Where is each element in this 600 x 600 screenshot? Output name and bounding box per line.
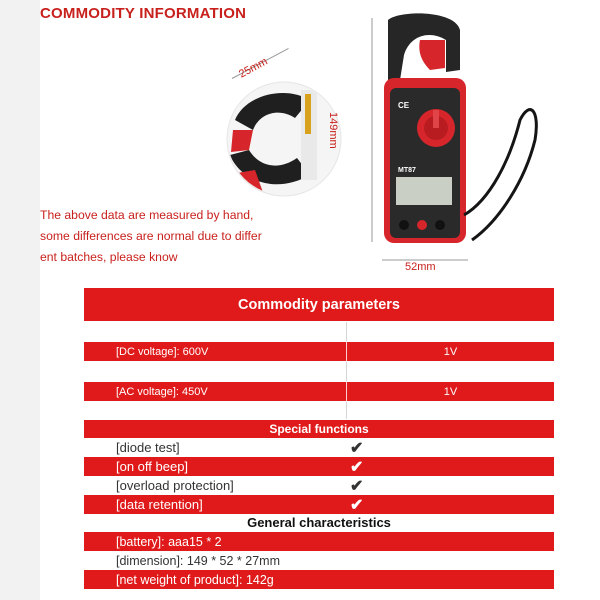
left-margin-strip (0, 0, 40, 600)
param-label: [DC voltage]: 600V (116, 345, 209, 358)
clamp-meter-image (360, 10, 560, 280)
general-row (84, 532, 554, 551)
jaw-dimension-label: 25mm (236, 55, 270, 81)
function-row (84, 476, 554, 495)
svg-text:CE: CE (398, 101, 410, 110)
svg-text:MT87: MT87 (398, 167, 416, 174)
table-header: Commodity parameters (84, 288, 554, 322)
spacer-row (84, 362, 554, 382)
width-dimension-label: 52mm (405, 261, 436, 273)
jaw-closeup-image (225, 80, 343, 198)
general-row (84, 551, 554, 570)
param-value: 1V (346, 382, 554, 401)
param-label: [AC voltage]: 450V (116, 385, 208, 398)
general-label: [dimension]: 149 * 52 * 27mm (116, 553, 280, 568)
general-label: [net weight of product]: 142g (116, 572, 274, 587)
function-row (84, 457, 554, 476)
height-dimension-label: 149mm (327, 112, 339, 149)
param-value: 1V (346, 342, 554, 361)
checkmark-icon: ✔ (350, 439, 364, 457)
function-row (84, 438, 554, 457)
function-label: [overload protection] (116, 478, 234, 493)
function-label: [diode test] (116, 440, 180, 455)
general-label: [battery]: aaa15 * 2 (116, 534, 222, 549)
parameters-table (84, 288, 554, 589)
function-row (84, 495, 554, 514)
spacer-row (84, 402, 554, 420)
function-label: [data retention] (116, 497, 203, 512)
checkmark-icon: ✔ (350, 496, 364, 514)
general-characteristics-heading: General characteristics (84, 514, 554, 532)
measurement-note: The above data are measured by hand, some differences are normal due to differ ent batches, please know (40, 208, 262, 264)
table-row (84, 382, 554, 402)
table-row (84, 342, 554, 362)
checkmark-icon: ✔ (350, 477, 364, 495)
special-functions-heading: Special functions (84, 420, 554, 438)
page-title: COMMODITY INFORMATION (40, 5, 247, 22)
spacer-row (84, 322, 554, 342)
general-row (84, 570, 554, 589)
function-label: [on off beep] (116, 459, 189, 474)
checkmark-icon: ✔ (350, 458, 364, 476)
